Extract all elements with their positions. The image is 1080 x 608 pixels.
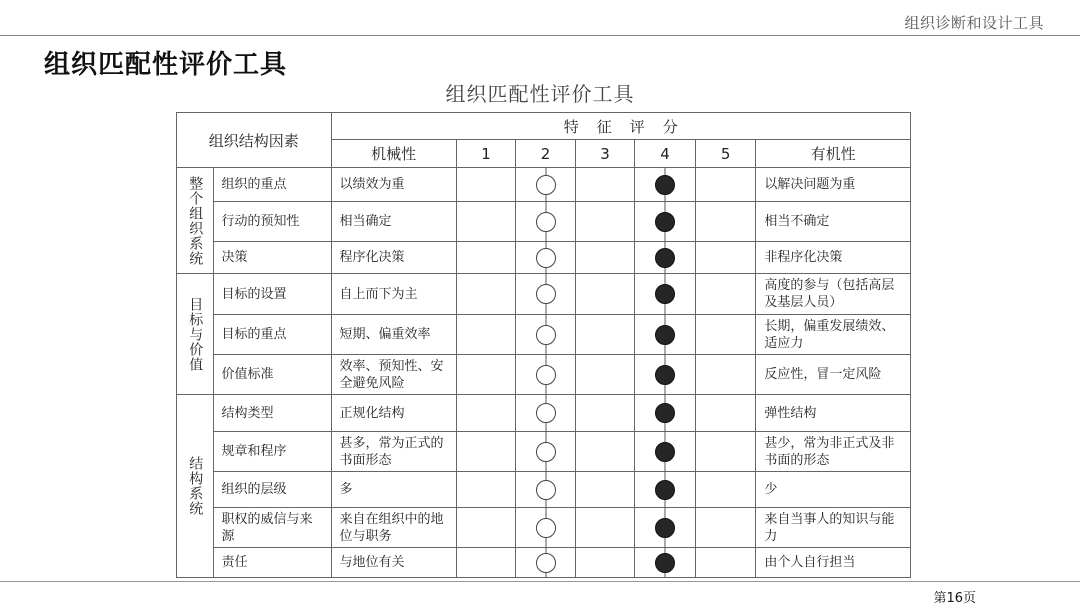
score-cell-5 — [695, 548, 756, 578]
mechanical-cell: 以绩效为重 — [331, 168, 456, 202]
hollow-circle-marker — [536, 518, 556, 538]
category-text: 整个组织系统 — [187, 175, 204, 266]
score-cell-3 — [575, 432, 635, 472]
organic-cell: 以解决问题为重 — [756, 168, 911, 202]
factor-cell: 组织的层级 — [213, 472, 331, 508]
page-title: 组织匹配性评价工具 — [44, 50, 288, 80]
mechanical-cell: 短期、偏重效率 — [331, 315, 456, 355]
score-cell-4 — [635, 395, 696, 432]
factor-cell: 价值标准 — [213, 355, 331, 395]
organic-cell: 相当不确定 — [756, 202, 911, 242]
table-row — [177, 508, 911, 548]
category-label — [177, 168, 214, 274]
score-cell-5 — [695, 315, 756, 355]
mechanical-cell: 来自在组织中的地位与职务 — [331, 508, 456, 548]
table-row — [177, 355, 911, 395]
score-cell-4 — [635, 432, 696, 472]
score-cell-5 — [695, 242, 756, 274]
score-cell-1 — [456, 274, 516, 315]
evaluation-table — [176, 112, 911, 578]
score-cell-3 — [575, 508, 635, 548]
scale-header-5: 5 — [695, 140, 756, 168]
score-cell-2 — [516, 242, 576, 274]
table-row — [177, 395, 911, 432]
score-cell-1 — [456, 472, 516, 508]
score-cell-5 — [695, 355, 756, 395]
scale-header-3: 3 — [575, 140, 635, 168]
organic-cell: 非程序化决策 — [756, 242, 911, 274]
organic-cell: 由个人自行担当 — [756, 548, 911, 578]
table-row — [177, 168, 911, 202]
score-cell-4 — [635, 355, 696, 395]
feature-score-header: 特征评分 — [331, 113, 911, 140]
filled-circle-marker — [655, 553, 675, 573]
factor-cell: 行动的预知性 — [213, 202, 331, 242]
mechanical-cell: 程序化决策 — [331, 242, 456, 274]
hollow-circle-marker — [536, 175, 556, 195]
score-cell-1 — [456, 168, 516, 202]
score-cell-1 — [456, 432, 516, 472]
factor-cell: 责任 — [213, 548, 331, 578]
mechanical-cell: 正规化结构 — [331, 395, 456, 432]
header-divider — [0, 35, 1080, 36]
score-cell-2 — [516, 395, 576, 432]
mechanical-cell: 自上而下为主 — [331, 274, 456, 315]
score-cell-1 — [456, 202, 516, 242]
score-cell-4 — [635, 168, 696, 202]
score-cell-1 — [456, 395, 516, 432]
score-cell-3 — [575, 548, 635, 578]
hollow-circle-marker — [536, 248, 556, 268]
table-row — [177, 548, 911, 578]
score-cell-2 — [516, 355, 576, 395]
presentation-header-title: 组织诊断和设计工具 — [904, 14, 1044, 32]
score-cell-5 — [695, 168, 756, 202]
table-row — [177, 472, 911, 508]
score-cell-4 — [635, 202, 696, 242]
organic-cell: 甚少，常为非正式及非书面的形态 — [756, 432, 911, 472]
score-cell-2 — [516, 274, 576, 315]
organic-cell: 高度的参与（包括高层及基层人员） — [756, 274, 911, 315]
score-cell-4 — [635, 274, 696, 315]
score-cell-3 — [575, 168, 635, 202]
scale-header-2: 2 — [516, 140, 576, 168]
mechanical-cell: 甚多，常为正式的书面形态 — [331, 432, 456, 472]
footer-divider — [0, 581, 1080, 582]
score-cell-4 — [635, 315, 696, 355]
score-cell-4 — [635, 242, 696, 274]
filled-circle-marker — [655, 403, 675, 423]
score-cell-1 — [456, 242, 516, 274]
organic-cell: 来自当事人的知识与能力 — [756, 508, 911, 548]
score-cell-5 — [695, 274, 756, 315]
hollow-circle-marker — [536, 284, 556, 304]
score-cell-5 — [695, 395, 756, 432]
hollow-circle-marker — [536, 365, 556, 385]
factor-cell: 规章和程序 — [213, 432, 331, 472]
filled-circle-marker — [655, 442, 675, 462]
filled-circle-marker — [655, 480, 675, 500]
page-number: 第16页 — [933, 591, 976, 606]
score-cell-3 — [575, 472, 635, 508]
factor-cell: 目标的设置 — [213, 274, 331, 315]
factor-cell: 职权的威信与来源 — [213, 508, 331, 548]
hollow-circle-marker — [536, 403, 556, 423]
score-cell-1 — [456, 355, 516, 395]
organic-cell: 弹性结构 — [756, 395, 911, 432]
score-cell-3 — [575, 242, 635, 274]
score-cell-3 — [575, 355, 635, 395]
factor-header: 组织结构因素 — [177, 113, 332, 168]
score-cell-5 — [695, 508, 756, 548]
category-label — [177, 274, 214, 395]
organic-cell: 长期，偏重发展绩效、适应力 — [756, 315, 911, 355]
score-cell-2 — [516, 432, 576, 472]
score-cell-3 — [575, 315, 635, 355]
score-cell-2 — [516, 168, 576, 202]
score-cell-2 — [516, 315, 576, 355]
category-text: 结构系统 — [187, 456, 204, 516]
organic-cell: 反应性，冒一定风险 — [756, 355, 911, 395]
score-cell-5 — [695, 432, 756, 472]
filled-circle-marker — [655, 175, 675, 195]
score-cell-3 — [575, 395, 635, 432]
score-cell-5 — [695, 472, 756, 508]
hollow-circle-marker — [536, 325, 556, 345]
mechanical-cell: 与地位有关 — [331, 548, 456, 578]
score-cell-1 — [456, 508, 516, 548]
score-cell-2 — [516, 472, 576, 508]
score-cell-5 — [695, 202, 756, 242]
hollow-circle-marker — [536, 212, 556, 232]
filled-circle-marker — [655, 518, 675, 538]
table-row — [177, 242, 911, 274]
score-cell-1 — [456, 548, 516, 578]
mechanical-cell: 相当确定 — [331, 202, 456, 242]
hollow-circle-marker — [536, 480, 556, 500]
organic-cell: 少 — [756, 472, 911, 508]
filled-circle-marker — [655, 365, 675, 385]
header-row-1 — [177, 113, 911, 140]
table-row — [177, 274, 911, 315]
score-cell-2 — [516, 508, 576, 548]
table-row — [177, 432, 911, 472]
category-text: 目标与价值 — [187, 296, 204, 372]
factor-cell: 决策 — [213, 242, 331, 274]
hollow-circle-marker — [536, 442, 556, 462]
score-cell-2 — [516, 202, 576, 242]
filled-circle-marker — [655, 212, 675, 232]
table-row — [177, 202, 911, 242]
hollow-circle-marker — [536, 553, 556, 573]
mechanical-header: 机械性 — [331, 140, 456, 168]
scale-header-1: 1 — [456, 140, 516, 168]
score-cell-1 — [456, 315, 516, 355]
score-cell-4 — [635, 472, 696, 508]
score-cell-3 — [575, 274, 635, 315]
factor-cell: 目标的重点 — [213, 315, 331, 355]
filled-circle-marker — [655, 325, 675, 345]
category-label — [177, 395, 214, 578]
scale-header-4: 4 — [635, 140, 696, 168]
table-caption: 组织匹配性评价工具 — [445, 82, 635, 106]
score-cell-2 — [516, 548, 576, 578]
filled-circle-marker — [655, 248, 675, 268]
score-cell-3 — [575, 202, 635, 242]
table-row — [177, 315, 911, 355]
mechanical-cell: 多 — [331, 472, 456, 508]
factor-cell: 组织的重点 — [213, 168, 331, 202]
score-cell-4 — [635, 548, 696, 578]
factor-cell: 结构类型 — [213, 395, 331, 432]
filled-circle-marker — [655, 284, 675, 304]
mechanical-cell: 效率、预知性、安全避免风险 — [331, 355, 456, 395]
organic-header: 有机性 — [756, 140, 911, 168]
score-cell-4 — [635, 508, 696, 548]
